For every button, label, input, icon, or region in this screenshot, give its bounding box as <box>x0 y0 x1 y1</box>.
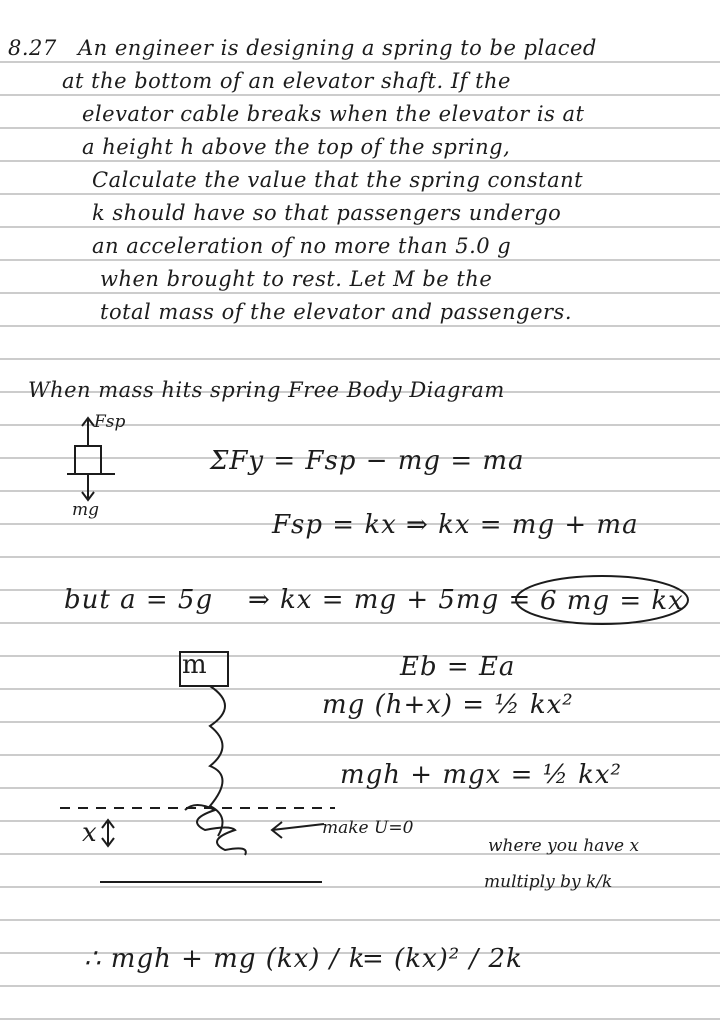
note-multiply-2: multiply by k/k <box>484 872 613 892</box>
spring-coil <box>210 686 225 836</box>
eq-but-a: but a = 5g <box>64 585 214 615</box>
eq-energy-2: mg (h+x) = ½ kx² <box>322 690 574 720</box>
note-make-u-zero: make U=0 <box>322 818 414 838</box>
eq-energy-4-rhs: = (kx)² / 2k <box>362 944 523 974</box>
eq-energy-1: Eb = Ea <box>400 652 516 682</box>
eq-substitute: ⇒ kx = mg + 5mg = <box>248 585 532 615</box>
fbd-force-down-label: mg <box>72 500 100 520</box>
spring-base-coil <box>185 805 246 855</box>
problem-line-6: k should have so that passengers undergo <box>92 201 562 225</box>
eq-energy-3: mgh + mgx = ½ kx² <box>340 760 622 790</box>
problem-line-8: when brought to rest. Let M be the <box>100 267 493 291</box>
problem-line-3: elevator cable breaks when the elevator is at <box>82 102 585 126</box>
eq-boxed-result: 6 mg = kx <box>540 586 684 616</box>
problem-line-9: total mass of the elevator and passengers. <box>100 300 572 324</box>
eq-energy-4-lhs: ∴ mgh + mg (kx) / k <box>84 944 366 974</box>
fbd-mass-box <box>75 446 101 474</box>
problem-line-2: at the bottom of an elevator shaft. If the <box>62 69 511 93</box>
problem-line-7: an acceleration of no more than 5.0 g <box>92 234 512 258</box>
problem-line-5: Calculate the value that the spring constant <box>92 168 584 192</box>
fbd-force-up-label: Fsp <box>94 412 126 432</box>
pointer-arrow-icon <box>268 818 328 842</box>
mass-label: m <box>182 650 208 680</box>
fbd-heading: When mass hits spring Free Body Diagram <box>28 378 505 402</box>
problem-line-4: a height h above the top of the spring, <box>82 135 511 159</box>
x-label: x <box>82 818 98 848</box>
note-multiply-1: where you have x <box>488 836 640 856</box>
eq-spring-force: Fsp = kx ⇒ kx = mg + ma <box>272 510 639 540</box>
problem-line-1: An engineer is designing a spring to be placed <box>78 36 597 60</box>
problem-number: 8.27 <box>8 36 57 60</box>
eq-sum-forces: ΣFy = Fsp − mg = ma <box>210 446 525 476</box>
